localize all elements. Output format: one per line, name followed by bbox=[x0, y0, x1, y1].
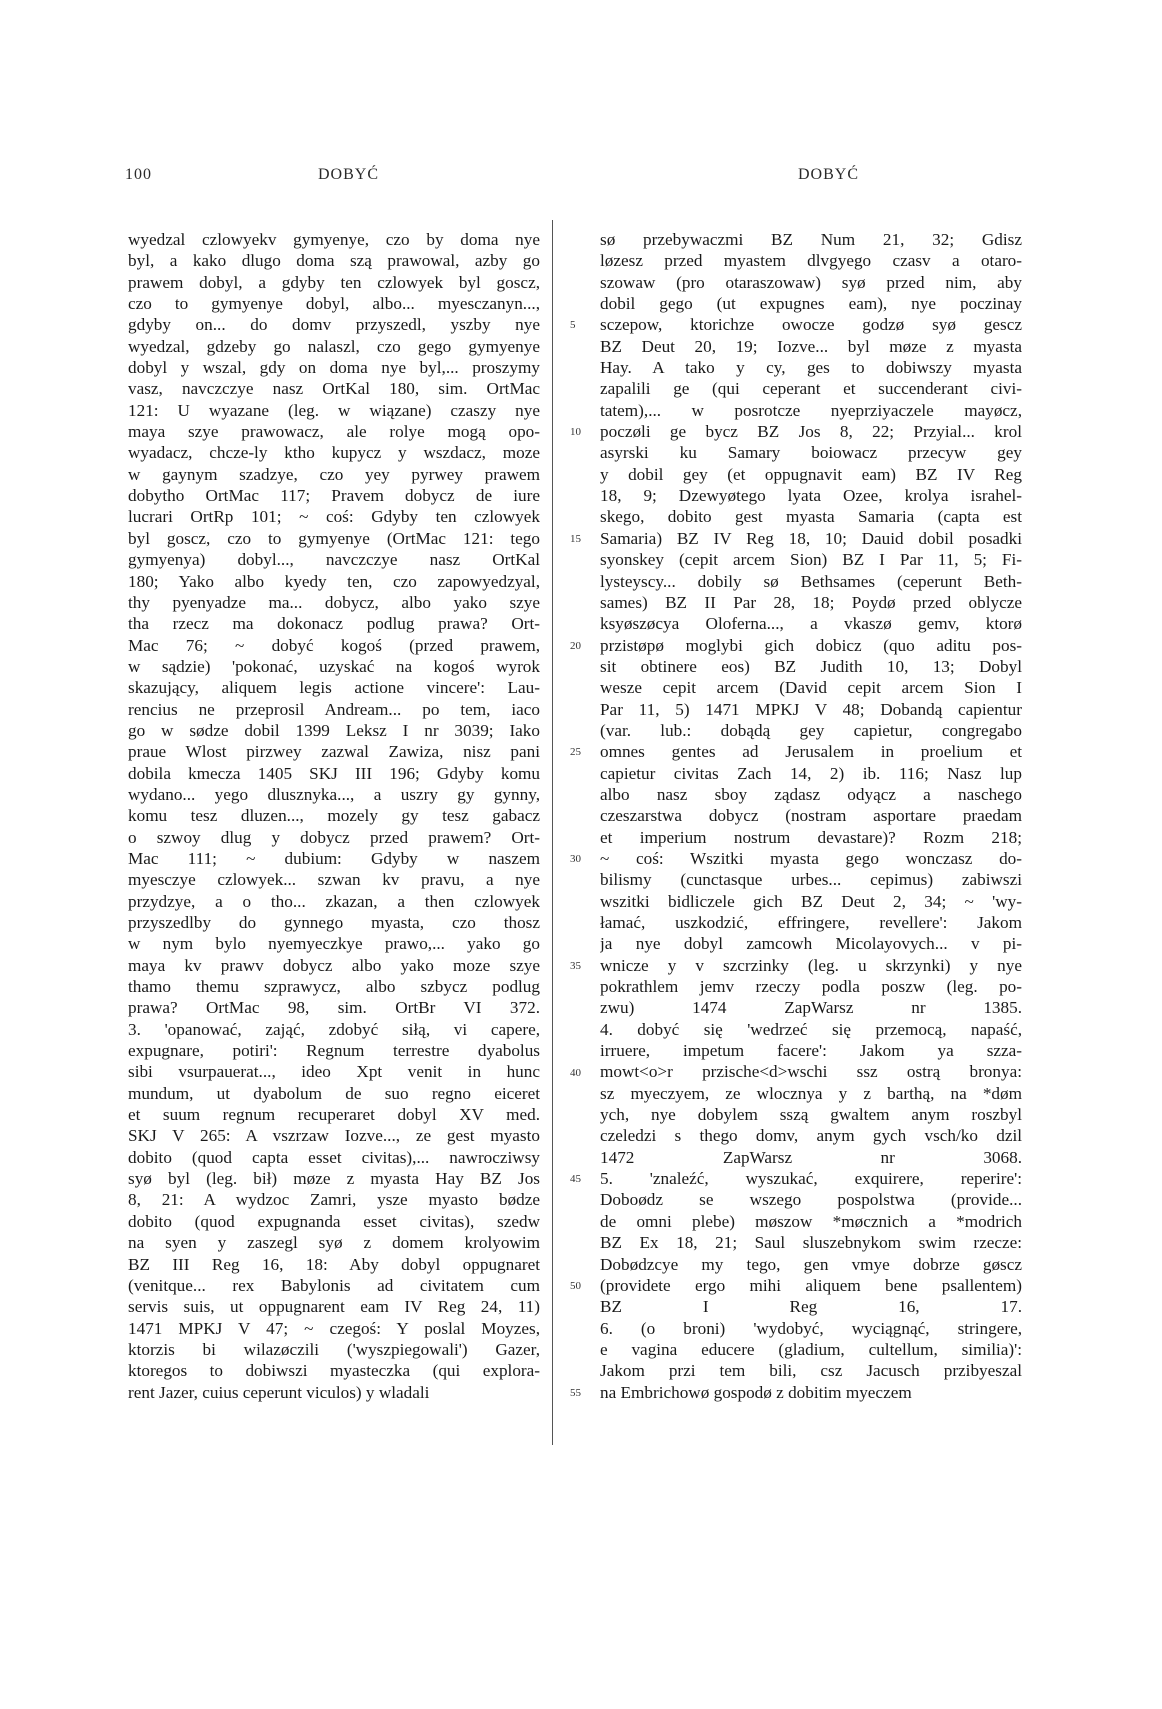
left-column-line: w gaynym szadzye, czo yey pyrwey prawem bbox=[128, 464, 540, 484]
running-head-right: DOBYĆ bbox=[798, 166, 860, 183]
right-column-line: wszitki bidliczele gich BZ Deut 2, 34; ~ 'wy- bbox=[600, 891, 1022, 911]
left-column-line: vasz, navczczye nasz OrtKal 180, sim. OrtMac bbox=[128, 379, 540, 399]
left-column-line: SKJ V 265: A vszrzaw Iozve..., ze gest myasto bbox=[128, 1126, 540, 1146]
left-column-line: et suum regnum recuperaret dobyl XV med. bbox=[128, 1105, 540, 1125]
right-column-line: albo nasz sboy ządasz odyącz a naschego bbox=[600, 784, 1022, 804]
left-column-line: 121: U wyazane (leg. w wiązane) czaszy nye bbox=[128, 400, 540, 420]
right-column-line: poczøli ge bycz BZ Jos 8, 22; Przyial... krol bbox=[600, 422, 1022, 442]
right-column-line: Hay. A tako y cy, ges to dobiwszy myasta bbox=[600, 358, 1022, 378]
right-column-line: łamać, uszkodzić, effringere, revellere': Jakom bbox=[600, 913, 1022, 932]
right-column-line: sames) BZ II Par 28, 18; Poydø przed oblycze bbox=[600, 592, 1022, 612]
left-column-line: ktorzis bi wilazøczili ('wyszpiegowali') Gazer, bbox=[128, 1339, 540, 1359]
left-column-line: (venitque... rex Babylonis ad civitatem cum bbox=[128, 1275, 540, 1295]
right-column-line: przistøpø moglybi gich dobicz (quo aditu pos- bbox=[600, 635, 1022, 655]
left-column-line: dobyl y wszal, gdy on doma nye byl,... proszymy bbox=[128, 358, 540, 378]
left-column-line: mundum, ut dyabolum de suo regno eiceret bbox=[128, 1083, 540, 1103]
line-number: 55 bbox=[570, 1386, 581, 1399]
right-column-line: sø przebywaczmi BZ Num 21, 32; Gdisz bbox=[600, 230, 1022, 249]
right-column-line: lysteyscy... dobily sø Bethsames (ceperunt Beth- bbox=[600, 571, 1022, 591]
right-column-line: ksyøszøcya Oloferna..., a vkaszø gemv, ktorø bbox=[600, 614, 1022, 634]
right-column-line: omnes gentes ad Jerusalem in proelium et bbox=[600, 742, 1022, 762]
right-column-line: tatem),... w posrotcze nyeprziyaczele mayøcz, bbox=[600, 400, 1022, 420]
right-column-line: (var. lub.: dobądą gey capietur, congregabo bbox=[600, 720, 1022, 740]
left-column-line: dobila kmecza 1405 SKJ III 196; Gdyby komu bbox=[128, 763, 540, 783]
page-number: 100 bbox=[125, 166, 152, 183]
line-number: 30 bbox=[570, 853, 581, 866]
line-number: 5 bbox=[570, 319, 576, 332]
left-column-line: wydano... yego dlusznyka..., a uszry gy gynny, bbox=[128, 784, 540, 804]
right-column-line: 4. dobyć się 'wedrzeć się przemocą, napaść, bbox=[600, 1019, 1022, 1039]
left-column-line: go w sødze dobil 1399 Leksz I nr 3039; Iako bbox=[128, 720, 540, 740]
column-divider-rule bbox=[552, 220, 553, 1445]
left-column-line: dobito (quod expugnanda esset civitas), szedw bbox=[128, 1211, 540, 1231]
right-column-line: sit obtinere eos) BZ Judith 10, 13; Dobyl bbox=[600, 656, 1022, 676]
right-column-line: zwu) 1474 ZapWarsz nr 1385. bbox=[600, 998, 1022, 1018]
right-column-line: løzesz przed myastem dlvgyego czasv a otaro- bbox=[600, 251, 1022, 271]
left-column-line: Mac 76; ~ dobyć kogoś (przed prawem, bbox=[128, 635, 540, 655]
left-column-line: wyedzal, gdzeby go nalaszl, czo gego gymyenye bbox=[128, 336, 540, 356]
right-column-line: zapalili ge (qui ceperant et succenderant civi- bbox=[600, 379, 1022, 399]
left-column-line: na syen y zaszegl syø z domem krolyowim bbox=[128, 1233, 540, 1253]
left-column-line: rent Jazer, cuius ceperunt viculos) y wladali bbox=[128, 1382, 430, 1402]
left-column-line: sibi vsurpauerat..., ideo Xpt venit in hunc bbox=[128, 1062, 540, 1082]
left-column-line: wyadacz, chcze-ly ktho kupycz y wszdacz, moze bbox=[128, 443, 540, 463]
left-column-line: komu tesz dluzen..., mozely gy tesz gabacz bbox=[128, 806, 540, 826]
right-column-line: ych, nye dobylem sszą gwaltem anym roszbyl bbox=[600, 1105, 1022, 1125]
right-column-line: ~ coś: Wszitki myasta gego wonczasz do- bbox=[600, 848, 1022, 868]
left-column-line: Mac 111; ~ dubium: Gdyby w naszem bbox=[128, 848, 540, 868]
right-column-line: Samaria) BZ IV Reg 18, 10; Dauid dobil posadki bbox=[600, 528, 1022, 548]
right-text-column bbox=[600, 229, 1022, 1403]
right-column-line: Jakom przi tem bili, csz Jacusch przibyeszal bbox=[600, 1361, 1022, 1381]
right-column-line: et imperium nostrum devastare)? Rozm 218; bbox=[600, 827, 1022, 847]
left-column-line: praue Wlost pirzwey zazwal Zawiza, nisz pani bbox=[128, 742, 540, 762]
left-column-line: dobito (quod capta esset civitas),... nawrocziwsy bbox=[128, 1147, 540, 1167]
left-column-line: 1471 MPKJ V 47; ~ czegoś: Y poslal Moyzes, bbox=[128, 1318, 540, 1338]
left-column-line: myesczye czlowyek... szwan kv pravu, a nye bbox=[128, 870, 540, 890]
right-column-line: y dobil gey (et oppugnavit eam) BZ IV Reg bbox=[600, 464, 1022, 484]
left-column-line: tha rzecz ma dokonacz podlug prawa? Ort- bbox=[128, 614, 540, 634]
left-column-line: expugnare, potiri': Regnum terrestre dyabolus bbox=[128, 1041, 540, 1061]
right-column-line: (providete ergo mihi aliquem bene psallentem) bbox=[600, 1275, 1022, 1295]
left-column-line: przyszedlby do gynnego myasta, czo thosz bbox=[128, 913, 540, 932]
right-column-line: mowt<o>r przische<d>wschi ssz ostrą bronya: bbox=[600, 1062, 1022, 1082]
right-column-line: BZ I Reg 16, 17. bbox=[600, 1297, 1022, 1317]
right-column-line: 1472 ZapWarsz nr 3068. bbox=[600, 1147, 1022, 1167]
left-column-line: gdyby on... do domv przyszedl, yszby nye bbox=[128, 315, 540, 335]
left-column-line: dobytho OrtMac 117; Pravem dobycz de iure bbox=[128, 486, 540, 506]
line-number: 50 bbox=[570, 1280, 581, 1293]
right-column-line: skego, dobito gest myasta Samaria (capta est bbox=[600, 507, 1022, 527]
left-column-line: 3. 'opanować, zająć, zdobyć siłą, vi capere, bbox=[128, 1019, 540, 1039]
left-column-line: syø byl (leg. bił) møze z myasta Hay BZ Jos bbox=[128, 1169, 540, 1189]
right-column-line: de omni plebe) møszow *møcznich a *modrich bbox=[600, 1211, 1022, 1231]
left-column-line: przydzye, a o tho... zkazan, a then czlowyek bbox=[128, 891, 540, 911]
right-column-line: na Embrichowø gospodø z dobitim myeczem bbox=[600, 1382, 912, 1402]
right-column-line: irruere, impetum facere': Jakom ya szza- bbox=[600, 1041, 1022, 1061]
left-column-line: maya kv prawv dobycz albo yako moze szye bbox=[128, 955, 540, 975]
left-column-line: czo to gymyenye dobyl, albo... myesczanyn..., bbox=[128, 294, 540, 314]
right-column-line: Par 11, 5) 1471 MPKJ V 48; Dobandą capientur bbox=[600, 699, 1022, 719]
left-column-line: 8, 21: A wydzoc Zamri, ysze myasto bødze bbox=[128, 1190, 540, 1210]
right-column-line: syonskey (cepit arcem Sion) BZ I Par 11, 5; Fi- bbox=[600, 550, 1022, 570]
right-column-line: capietur civitas Zach 14, 2) ib. 116; Nasz lup bbox=[600, 763, 1022, 783]
running-head-left: DOBYĆ bbox=[318, 166, 380, 183]
line-number: 25 bbox=[570, 746, 581, 759]
right-column-line: BZ Ex 18, 21; Saul sluszebnykom swim rzecze: bbox=[600, 1233, 1022, 1253]
right-column-line: 18, 9; Dzewyøtego lyata Ozee, krolya israhel- bbox=[600, 486, 1022, 506]
line-number: 10 bbox=[570, 426, 581, 439]
right-column-line: pokrathlem jemv rzeczy podla poszw (leg. po- bbox=[600, 977, 1022, 997]
left-column-line: lucrari OrtRp 101; ~ coś: Gdyby ten czlowyek bbox=[128, 507, 540, 527]
line-number: 20 bbox=[570, 639, 581, 652]
right-column-line: czeledzi s thego domv, anym gych vsch/ko dzil bbox=[600, 1126, 1022, 1146]
line-number: 15 bbox=[570, 532, 581, 545]
right-column-line: BZ Deut 20, 19; Iozve... byl møze z myasta bbox=[600, 336, 1022, 356]
left-column-line: w nym bylo nyemyeczkye prawo,... yako go bbox=[128, 934, 540, 954]
left-column-line: 180; Yako albo kyedy ten, czo zapowyedzyal, bbox=[128, 571, 540, 591]
right-column-line: Dobødzcye my tego, gen vmye dobrze gøscz bbox=[600, 1254, 1022, 1274]
left-column-line: maya szye prawowacz, ale rolye mogą opo- bbox=[128, 422, 540, 442]
right-column-line: Doboødz se wszego pospolstwa (provide... bbox=[600, 1190, 1022, 1210]
right-column-line: sczepow, ktorichze owocze godzø syø gescz bbox=[600, 315, 1022, 335]
right-column-line: 5. 'znaleźć, wyszukać, exquirere, reperire': bbox=[600, 1169, 1022, 1189]
left-column-line: byl, a kako dlugo doma szą prawowal, azby go bbox=[128, 251, 540, 271]
left-column-line: skazujący, aliquem legis actione vincere': Lau- bbox=[128, 678, 540, 698]
left-column-line: w sądzie) 'pokonać, uzyskać na kogoś wyrok bbox=[128, 656, 540, 676]
left-column-line: ktoregos to dobiwszi myasteczka (qui explora- bbox=[128, 1361, 540, 1381]
left-column-line: wyedzal czlowyekv gymyenye, czo by doma nye bbox=[128, 230, 540, 249]
right-column-line: wesze cepit arcem (David cepit arcem Sion I bbox=[600, 678, 1022, 698]
right-column-line: ja nye dobyl zamcowh Micolayovych... v pi- bbox=[600, 934, 1022, 954]
left-column-line: prawa? OrtMac 98, sim. OrtBr VI 372. bbox=[128, 998, 540, 1018]
right-column-line: szowaw (pro otaraszowaw) syø przed nim, aby bbox=[600, 272, 1022, 292]
right-column-line: dobil gego (ut expugnes eam), nye poczinay bbox=[600, 294, 1022, 314]
right-column-line: e vagina educere (gladium, cultellum, similia)': bbox=[600, 1339, 1022, 1359]
right-column-line: sz myeczyem, ze wlocznya y z barthą, na *døm bbox=[600, 1083, 1022, 1103]
left-column-line: byl goscz, czo to gymyenye (OrtMac 121: tego bbox=[128, 528, 540, 548]
left-text-column bbox=[128, 229, 540, 1403]
left-column-line: servis suis, ut oppugnarent eam IV Reg 24, 11) bbox=[128, 1297, 540, 1317]
right-column-line: czeszarstwa dobycz (nostram asportare praedam bbox=[600, 806, 1022, 826]
right-column-line: wnicze y v szcrzinky (leg. u skrzynki) y nye bbox=[600, 955, 1022, 975]
left-column-line: thy pyenyadze ma... dobycz, albo yako szye bbox=[128, 592, 540, 612]
line-number: 45 bbox=[570, 1173, 581, 1186]
line-number: 40 bbox=[570, 1066, 581, 1079]
left-column-line: thamo themu szprawycz, albo szbycz podlug bbox=[128, 977, 540, 997]
left-column-line: rencius ne przeprosil Andream... po tem, iaco bbox=[128, 699, 540, 719]
left-column-line: prawem dobyl, a gdyby ten czlowyek byl goscz, bbox=[128, 272, 540, 292]
left-column-line: BZ III Reg 16, 18: Aby dobyl oppugnaret bbox=[128, 1254, 540, 1274]
right-column-line: 6. (o broni) 'wydobyć, wyciągnąć, stringere, bbox=[600, 1318, 1022, 1338]
left-column-line: o szwoy dlug y dobycz przed prawem? Ort- bbox=[128, 827, 540, 847]
line-number: 35 bbox=[570, 959, 581, 972]
right-column-line: bilismy (cunctasque urbes... cepimus) zabiwszi bbox=[600, 870, 1022, 890]
right-column-line: asyrski ku Samary boiowacz przecyw gey bbox=[600, 443, 1022, 463]
left-column-line: gymyenya) dobyl..., navczczye nasz OrtKal bbox=[128, 550, 540, 570]
